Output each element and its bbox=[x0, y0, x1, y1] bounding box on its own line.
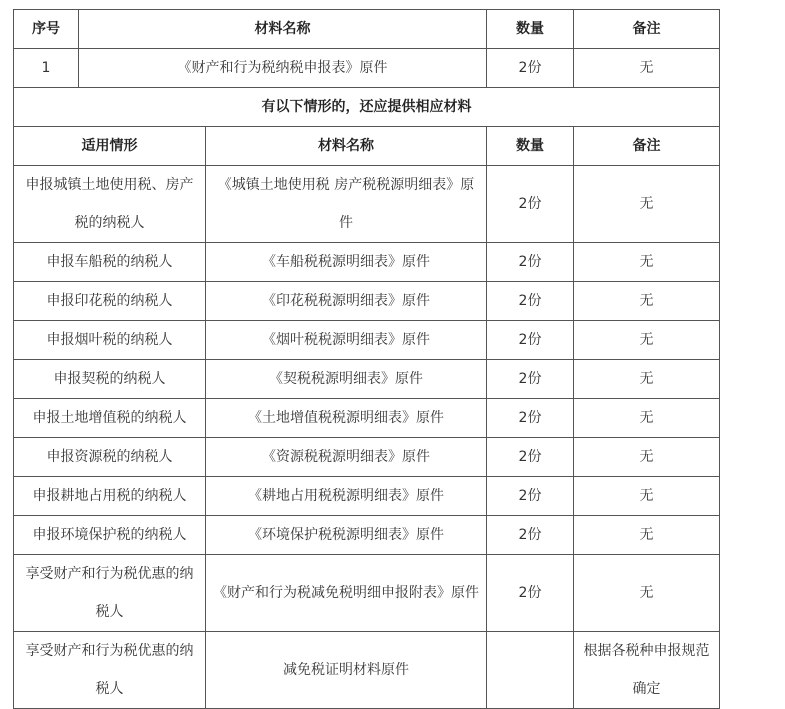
quantity-cell: 2份 bbox=[487, 166, 574, 243]
material-name-cell: 《契税税源明细表》原件 bbox=[206, 360, 487, 399]
table-row bbox=[14, 282, 720, 321]
section-title: 有以下情形的，还应提供相应材料 bbox=[14, 88, 720, 127]
material-name-cell: 《印花税税源明细表》原件 bbox=[206, 282, 487, 321]
table-row bbox=[14, 321, 720, 360]
material-name-cell: 《车船税税源明细表》原件 bbox=[206, 243, 487, 282]
note-cell: 无 bbox=[574, 360, 720, 399]
quantity-cell: 2份 bbox=[487, 399, 574, 438]
material-name-cell: 《烟叶税税源明细表》原件 bbox=[206, 321, 487, 360]
table-row bbox=[14, 632, 720, 709]
material-name-header: 材料名称 bbox=[79, 10, 487, 49]
quantity-cell: 2份 bbox=[487, 321, 574, 360]
quantity-cell: 2份 bbox=[487, 438, 574, 477]
quantity-cell bbox=[487, 632, 574, 709]
note-cell: 无 bbox=[574, 516, 720, 555]
table-row bbox=[14, 516, 720, 555]
applicable-case-cell: 申报契税的纳税人 bbox=[14, 360, 206, 399]
table-row bbox=[14, 477, 720, 516]
materials-table bbox=[13, 9, 720, 709]
table-row bbox=[14, 360, 720, 399]
material-name-cell: 《城镇土地使用税 房产税税源明细表》原件 bbox=[206, 166, 487, 243]
table-row bbox=[14, 438, 720, 477]
applicable-case-cell: 享受财产和行为税优惠的纳税人 bbox=[14, 555, 206, 632]
seq-header: 序号 bbox=[14, 10, 79, 49]
quantity-cell: 2份 bbox=[487, 555, 574, 632]
note-cell: 无 bbox=[574, 477, 720, 516]
quantity-header: 数量 bbox=[487, 127, 574, 166]
applicable-case-cell: 申报土地增值税的纳税人 bbox=[14, 399, 206, 438]
applicable-case-cell: 申报烟叶税的纳税人 bbox=[14, 321, 206, 360]
quantity-cell: 2份 bbox=[487, 360, 574, 399]
table-row bbox=[14, 49, 720, 88]
table-row bbox=[14, 243, 720, 282]
material-name-cell: 减免税证明材料原件 bbox=[206, 632, 487, 709]
note-cell: 根据各税种申报规范确定 bbox=[574, 632, 720, 709]
applicable-case-header: 适用情形 bbox=[14, 127, 206, 166]
material-name-header: 材料名称 bbox=[206, 127, 487, 166]
material-name-cell: 《资源税税源明细表》原件 bbox=[206, 438, 487, 477]
note-cell: 无 bbox=[574, 282, 720, 321]
note-cell: 无 bbox=[574, 399, 720, 438]
seq-cell: 1 bbox=[14, 49, 79, 88]
table-row bbox=[14, 555, 720, 632]
section-title-row bbox=[14, 88, 720, 127]
material-name-cell: 《财产和行为税减免税明细申报附表》原件 bbox=[206, 555, 487, 632]
applicable-case-cell: 享受财产和行为税优惠的纳税人 bbox=[14, 632, 206, 709]
quantity-header: 数量 bbox=[487, 10, 574, 49]
applicable-case-cell: 申报资源税的纳税人 bbox=[14, 438, 206, 477]
quantity-cell: 2份 bbox=[487, 49, 574, 88]
sub-header-row bbox=[14, 127, 720, 166]
note-cell: 无 bbox=[574, 321, 720, 360]
table-row bbox=[14, 399, 720, 438]
applicable-case-cell: 申报环境保护税的纳税人 bbox=[14, 516, 206, 555]
material-name-cell: 《财产和行为税纳税申报表》原件 bbox=[79, 49, 487, 88]
header-row bbox=[14, 10, 720, 49]
material-name-cell: 《环境保护税税源明细表》原件 bbox=[206, 516, 487, 555]
table-row bbox=[14, 166, 720, 243]
quantity-cell: 2份 bbox=[487, 516, 574, 555]
note-cell: 无 bbox=[574, 555, 720, 632]
note-header: 备注 bbox=[574, 127, 720, 166]
applicable-case-cell: 申报车船税的纳税人 bbox=[14, 243, 206, 282]
applicable-case-cell: 申报印花税的纳税人 bbox=[14, 282, 206, 321]
quantity-cell: 2份 bbox=[487, 477, 574, 516]
note-cell: 无 bbox=[574, 438, 720, 477]
quantity-cell: 2份 bbox=[487, 282, 574, 321]
applicable-case-cell: 申报城镇土地使用税、房产税的纳税人 bbox=[14, 166, 206, 243]
note-cell: 无 bbox=[574, 243, 720, 282]
material-name-cell: 《耕地占用税税源明细表》原件 bbox=[206, 477, 487, 516]
material-name-cell: 《土地增值税税源明细表》原件 bbox=[206, 399, 487, 438]
note-header: 备注 bbox=[574, 10, 720, 49]
note-cell: 无 bbox=[574, 166, 720, 243]
applicable-case-cell: 申报耕地占用税的纳税人 bbox=[14, 477, 206, 516]
quantity-cell: 2份 bbox=[487, 243, 574, 282]
note-cell: 无 bbox=[574, 49, 720, 88]
